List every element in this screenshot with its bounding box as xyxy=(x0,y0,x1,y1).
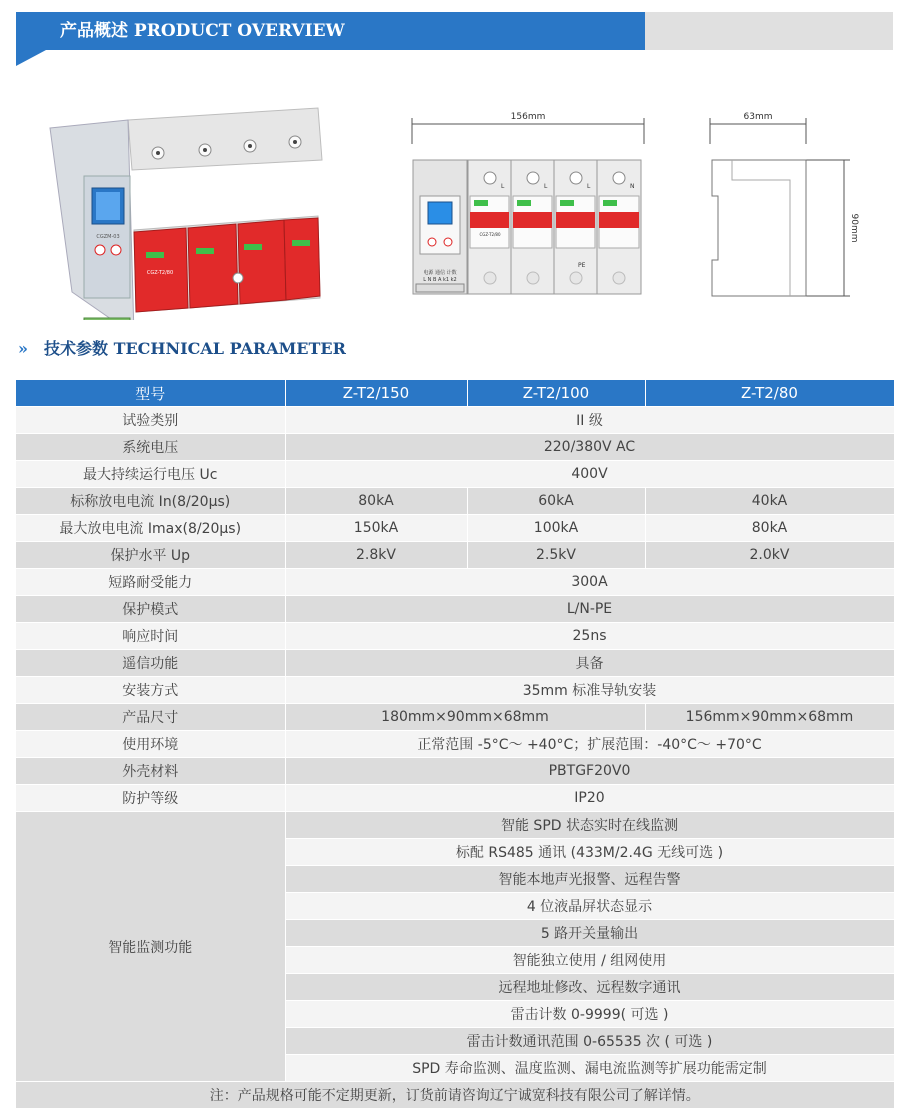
front-bottom-letters: L N B A k1 k2 xyxy=(423,277,457,283)
row-label: 外壳材料 xyxy=(16,758,285,785)
row-label: 试验类别 xyxy=(16,407,285,434)
row-value: 60kA xyxy=(467,488,645,515)
row-value: 80kA xyxy=(645,515,894,542)
page-title: 产品概述 PRODUCT OVERVIEW xyxy=(60,21,345,41)
module-label-3d: CGZ-T2/80 xyxy=(146,270,174,276)
header-col-100: Z-T2/100 xyxy=(467,380,645,407)
smart-item: 标配 RS485 通讯 (433M/2.4G 无线可选 ) xyxy=(285,839,894,866)
section-title xyxy=(18,336,346,362)
product-photo xyxy=(50,108,322,320)
row-value: L/N-PE xyxy=(285,596,894,623)
table-row xyxy=(16,650,894,677)
row-value: 25ns xyxy=(285,623,894,650)
table-row xyxy=(16,596,894,623)
smart-item: 4 位液晶屏状态显示 xyxy=(285,893,894,920)
row-label: 响应时间 xyxy=(16,623,285,650)
table-row xyxy=(16,677,894,704)
module-front-label: CGZ-T2/80 xyxy=(479,232,501,237)
row-label: 产品尺寸 xyxy=(16,704,285,731)
smart-item: 雷击计数通讯范围 0-65535 次 ( 可选 ) xyxy=(285,1028,894,1055)
smart-item: 5 路开关量输出 xyxy=(285,920,894,947)
table-header xyxy=(16,380,894,407)
row-label: 标称放电电流 In(8/20μs) xyxy=(16,488,285,515)
row-label: 最大放电电流 Imax(8/20μs) xyxy=(16,515,285,542)
terminal-label-2: L xyxy=(544,183,548,190)
table-row xyxy=(16,758,894,785)
row-label: 短路耐受能力 xyxy=(16,569,285,596)
pe-label: PE xyxy=(578,262,586,269)
header-model: 型号 xyxy=(16,380,285,407)
header-col-80: Z-T2/80 xyxy=(645,380,894,407)
front-drawing xyxy=(412,112,644,294)
row-label: 安装方式 xyxy=(16,677,285,704)
side-drawing xyxy=(710,112,859,296)
front-bottom-terminals: 电源 通信 计数 xyxy=(423,270,457,276)
row-label: 最大持续运行电压 Uc xyxy=(16,461,285,488)
row-label: 系统电压 xyxy=(16,434,285,461)
row-value: 220/380V AC xyxy=(285,434,894,461)
table-row xyxy=(16,812,894,839)
table-row xyxy=(16,515,894,542)
table-row xyxy=(16,731,894,758)
table-row xyxy=(16,542,894,569)
terminal-label-3: L xyxy=(587,183,591,190)
row-value: 150kA xyxy=(285,515,467,542)
row-value: 156mm×90mm×68mm xyxy=(645,704,894,731)
table-row xyxy=(16,785,894,812)
row-value: 2.8kV xyxy=(285,542,467,569)
row-value: 180mm×90mm×68mm xyxy=(285,704,645,731)
row-value: 80kA xyxy=(285,488,467,515)
table-row xyxy=(16,704,894,731)
table-note: 注：产品规格可能不定期更新，订货前请咨询辽宁诚宽科技有限公司了解详情。 xyxy=(16,1082,894,1109)
table-row xyxy=(16,488,894,515)
table-row xyxy=(16,461,894,488)
header-col-150: Z-T2/150 xyxy=(285,380,467,407)
row-value: IP20 xyxy=(285,785,894,812)
smart-item: 智能本地声光报警、远程告警 xyxy=(285,866,894,893)
row-label: 使用环境 xyxy=(16,731,285,758)
row-label: 遥信功能 xyxy=(16,650,285,677)
smart-item: 远程地址修改、远程数字通讯 xyxy=(285,974,894,1001)
table-row xyxy=(16,569,894,596)
row-label: 保护水平 Up xyxy=(16,542,285,569)
row-value: 35mm 标准导轨安装 xyxy=(285,677,894,704)
table-note-row xyxy=(16,1082,894,1109)
row-label: 保护模式 xyxy=(16,596,285,623)
row-value: 40kA xyxy=(645,488,894,515)
terminal-label-1: L xyxy=(501,183,505,190)
smart-item: 智能独立使用 / 组网使用 xyxy=(285,947,894,974)
front-width-dim: 156mm xyxy=(510,112,546,122)
row-value: 正常范围 -5°C～ +40°C；扩展范围：-40°C～ +70°C xyxy=(285,731,894,758)
product-images xyxy=(0,60,913,320)
smart-item: 智能 SPD 状态实时在线监测 xyxy=(285,812,894,839)
smart-item: 雷击计数 0-9999( 可选 ) xyxy=(285,1001,894,1028)
section-arrow-icon: » xyxy=(18,339,28,358)
table-row xyxy=(16,407,894,434)
parameter-table xyxy=(16,380,895,1109)
side-width-dim: 63mm xyxy=(743,112,773,122)
row-value: II 级 xyxy=(285,407,894,434)
smart-monitoring-label: 智能监测功能 xyxy=(16,812,285,1082)
height-dim: 90mm xyxy=(849,213,859,243)
row-value: 300A xyxy=(285,569,894,596)
device-model-label: CGZM-03 xyxy=(96,234,120,240)
table-row xyxy=(16,623,894,650)
row-value: 2.0kV xyxy=(645,542,894,569)
smart-item: SPD 寿命监测、温度监测、漏电流监测等扩展功能需定制 xyxy=(285,1055,894,1082)
terminal-label-4: N xyxy=(630,183,635,190)
row-value: 具备 xyxy=(285,650,894,677)
table-row xyxy=(16,434,894,461)
section-title-text: 技术参数 TECHNICAL PARAMETER xyxy=(44,339,346,358)
row-value: 400V xyxy=(285,461,894,488)
row-value: 2.5kV xyxy=(467,542,645,569)
row-label: 防护等级 xyxy=(16,785,285,812)
row-value: 100kA xyxy=(467,515,645,542)
row-value: PBTGF20V0 xyxy=(285,758,894,785)
